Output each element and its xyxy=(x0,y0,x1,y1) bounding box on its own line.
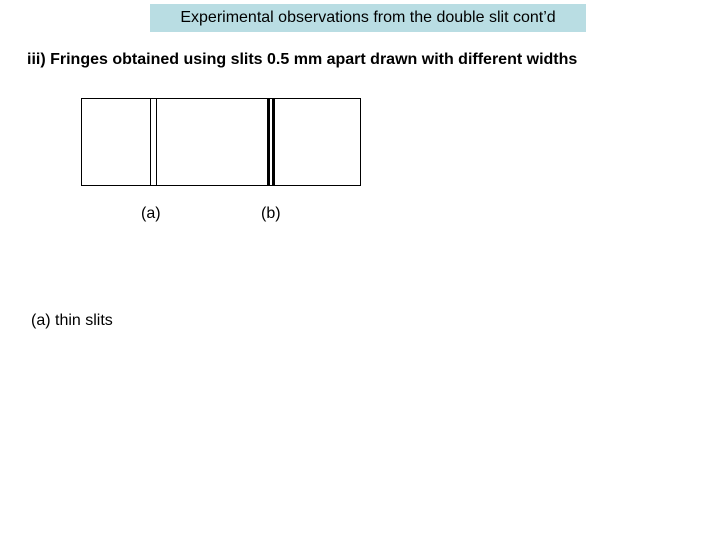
figure-label-a: (a) xyxy=(141,205,161,222)
thick-fringe-line-left xyxy=(267,99,270,185)
figure-label-b: (b) xyxy=(261,205,281,222)
slide-title: Experimental observations from the double slit cont’d xyxy=(150,4,586,32)
fringe-diagram-svg xyxy=(81,98,361,186)
thick-fringe-line-right xyxy=(272,99,275,185)
caption-thin-slits: (a) thin slits xyxy=(31,312,113,329)
fringe-diagram xyxy=(81,98,361,186)
section-heading: iii) Fringes obtained using slits 0.5 mm apart drawn with different widths xyxy=(27,51,578,68)
fringe-frame xyxy=(82,99,361,186)
